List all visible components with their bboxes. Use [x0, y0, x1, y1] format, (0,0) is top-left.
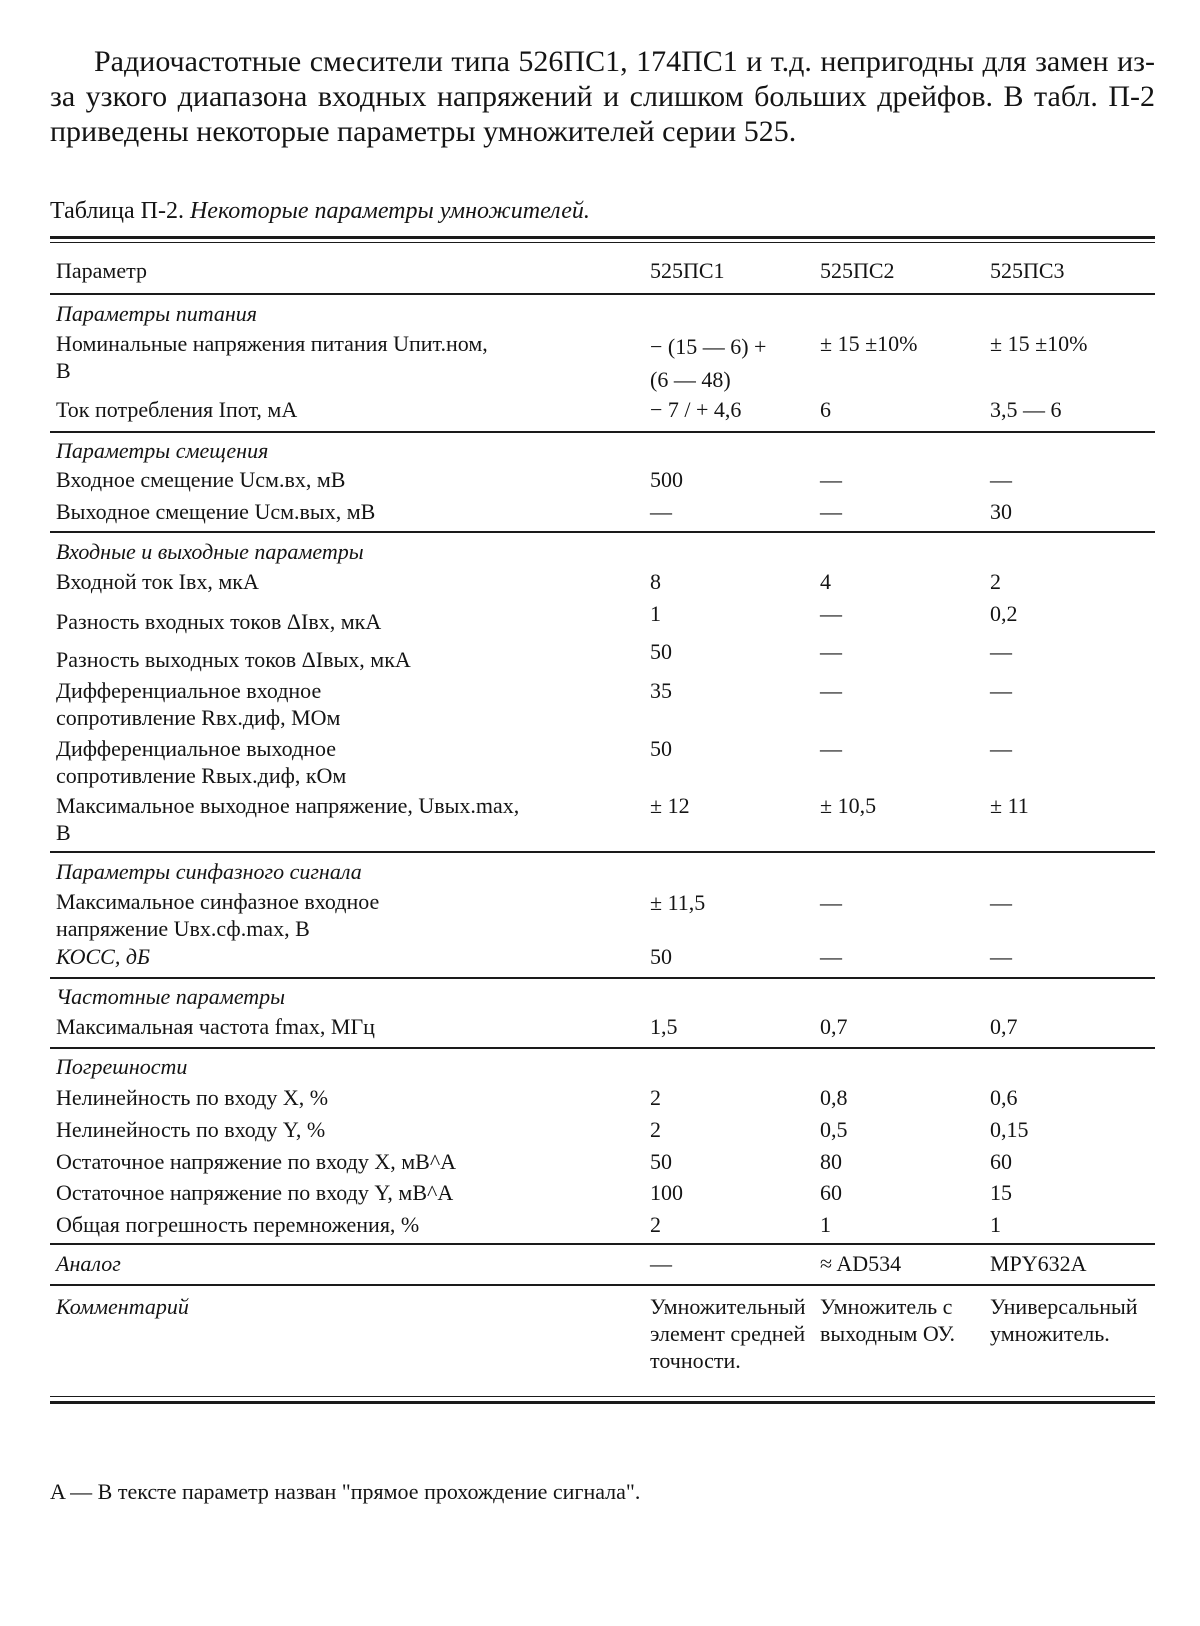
row-c1: — — [650, 499, 672, 524]
row-c1: 8 — [650, 569, 661, 594]
row-param: Максимальное выходное напряжение, Uвых.max, В — [56, 793, 520, 845]
row-c1: — — [650, 1251, 672, 1276]
table-top-rule — [50, 236, 1155, 239]
header-525ps1: 525ПС1 — [650, 258, 725, 283]
section-rule — [50, 1243, 1155, 1245]
row-c2: 4 — [820, 569, 831, 594]
table-top-rule-2 — [50, 242, 1155, 243]
section-io: Входные и выходные параметры — [56, 539, 364, 564]
row-c1: 1,5 — [650, 1014, 678, 1039]
row-c2: 0,7 — [820, 1014, 848, 1039]
section-frequency: Частотные параметры — [56, 984, 286, 1009]
row-c3: — — [990, 944, 1012, 969]
row-c2: 6 — [820, 397, 831, 422]
row-c3: MPY632A — [990, 1251, 1087, 1276]
row-param: Остаточное напряжение по входу X, мВ^A — [56, 1149, 457, 1174]
row-c2: ≈ AD534 — [820, 1251, 902, 1276]
intro-paragraph: Радиочастотные смесители типа 526ПС1, 174ПС1 и т.д. непригодны для замен из-за узкого диапазона входных напряжений и слишком больших дрейфов. В табл. П-2 приведены некоторые параметры умножителей серии 525. — [50, 45, 1155, 148]
row-c2: — — [820, 639, 842, 664]
comment-525ps3: Универсальный умножитель. — [990, 1294, 1138, 1346]
row-c2: 1 — [820, 1212, 831, 1237]
row-c3: ± 15 ±10% — [990, 331, 1088, 356]
row-c1: 500 — [650, 467, 683, 492]
row-param: Ток потребления Iпот, мА — [56, 397, 298, 422]
row-param: Входной ток Iвх, мкА — [56, 569, 259, 594]
row-c1: 2 — [650, 1117, 661, 1142]
table-bottom-rule — [50, 1396, 1155, 1397]
row-c2: — — [820, 601, 842, 626]
row-param: Максимальное синфазное входное напряжение Uвх.сф.max, В — [56, 889, 380, 941]
section-supply: Параметры питания — [56, 301, 257, 326]
row-param: Дифференциальное входное сопротивление Rвх.диф, МОм — [56, 678, 341, 730]
row-param: Остаточное напряжение по входу Y, мВ^A — [56, 1180, 454, 1205]
section-rule — [50, 1047, 1155, 1049]
row-c2: ± 15 ±10% — [820, 331, 918, 356]
row-c2: — — [820, 890, 842, 915]
row-param: Нелинейность по входу X, % — [56, 1085, 329, 1110]
section-rule — [50, 1284, 1155, 1286]
row-param: Выходное смещение Uсм.вых, мВ — [56, 499, 376, 524]
table-caption-label: Таблица П-2. — [50, 198, 184, 224]
row-param: Нелинейность по входу Y, % — [56, 1117, 326, 1142]
row-c2: 0,5 — [820, 1117, 848, 1142]
row-c3: 0,15 — [990, 1117, 1029, 1142]
row-c3: — — [990, 678, 1012, 703]
row-c2: — — [820, 467, 842, 492]
row-c1: 2 — [650, 1212, 661, 1237]
row-param: Разность входных токов ΔIвх, мкА — [56, 609, 382, 634]
section-rule — [50, 977, 1155, 979]
row-c3: 30 — [990, 499, 1012, 524]
row-c3: 0,2 — [990, 601, 1018, 626]
header-param: Параметр — [56, 258, 147, 283]
section-rule — [50, 431, 1155, 433]
row-c2: — — [820, 678, 842, 703]
row-c1: − 7 / + 4,6 — [650, 397, 742, 422]
section-common-mode: Параметры синфазного сигнала — [56, 859, 362, 884]
table-caption — [50, 198, 590, 225]
row-param: Номинальные напряжения питания Uпит.ном, В — [56, 331, 488, 383]
row-c3: — — [990, 890, 1012, 915]
section-offset: Параметры смещения — [56, 438, 269, 463]
section-rule — [50, 851, 1155, 853]
row-c3: 0,6 — [990, 1085, 1018, 1110]
row-param: Максимальная частота fmax, МГц — [56, 1014, 375, 1039]
row-c1: 50 — [650, 639, 672, 664]
row-c1: 35 — [650, 678, 672, 703]
row-c2: 0,8 — [820, 1085, 848, 1110]
row-c3: 2 — [990, 569, 1001, 594]
row-c1: 50 — [650, 1149, 672, 1174]
row-c1: ± 11,5 — [650, 890, 706, 915]
header-rule — [50, 293, 1155, 295]
header-525ps3: 525ПС3 — [990, 258, 1065, 283]
row-param: Входное смещение Uсм.вх, мВ — [56, 467, 346, 492]
row-analog-label: Аналог — [56, 1251, 121, 1276]
header-525ps2: 525ПС2 — [820, 258, 895, 283]
row-c2: ± 10,5 — [820, 793, 877, 818]
row-c3: 0,7 — [990, 1014, 1018, 1039]
section-rule — [50, 531, 1155, 533]
row-c1: 50 — [650, 736, 672, 761]
comment-525ps2: Умножитель с выходным ОУ. — [820, 1294, 956, 1346]
row-c2: 80 — [820, 1149, 842, 1174]
row-c1: 50 — [650, 944, 672, 969]
row-c2: 60 — [820, 1180, 842, 1205]
row-c2: — — [820, 944, 842, 969]
comment-525ps1: Умножительный элемент средней точности. — [650, 1294, 806, 1373]
row-c2: — — [820, 499, 842, 524]
row-c3: 3,5 — 6 — [990, 397, 1062, 422]
row-comment-label: Комментарий — [56, 1294, 189, 1319]
row-c3: 60 — [990, 1149, 1012, 1174]
footnote: A — В тексте параметр назван "прямое прохождение сигнала". — [50, 1479, 641, 1504]
row-c2: — — [820, 736, 842, 761]
row-param: КОСС, дБ — [56, 944, 150, 969]
row-c3: 1 — [990, 1212, 1001, 1237]
row-c1: 1 — [650, 601, 661, 626]
row-c3: ± 11 — [990, 793, 1029, 818]
row-param: Разность выходных токов ΔIвых, мкА — [56, 647, 411, 672]
table-caption-title: Некоторые параметры умножителей. — [189, 198, 590, 224]
row-c1: 2 — [650, 1085, 661, 1110]
row-c1: 100 — [650, 1180, 683, 1205]
row-c3: — — [990, 639, 1012, 664]
row-param: Дифференциальное выходное сопротивление Rвых.диф, кОм — [56, 736, 347, 788]
row-c3: — — [990, 736, 1012, 761]
row-param: Общая погрешность перемножения, % — [56, 1212, 420, 1237]
row-c3: — — [990, 467, 1012, 492]
section-errors: Погрешности — [56, 1054, 188, 1079]
row-c1: ± 12 — [650, 793, 690, 818]
row-c3: 15 — [990, 1180, 1012, 1205]
row-c1: − (15 — 6) + (6 — 48) — [650, 334, 767, 392]
table-bottom-rule-2 — [50, 1401, 1155, 1404]
